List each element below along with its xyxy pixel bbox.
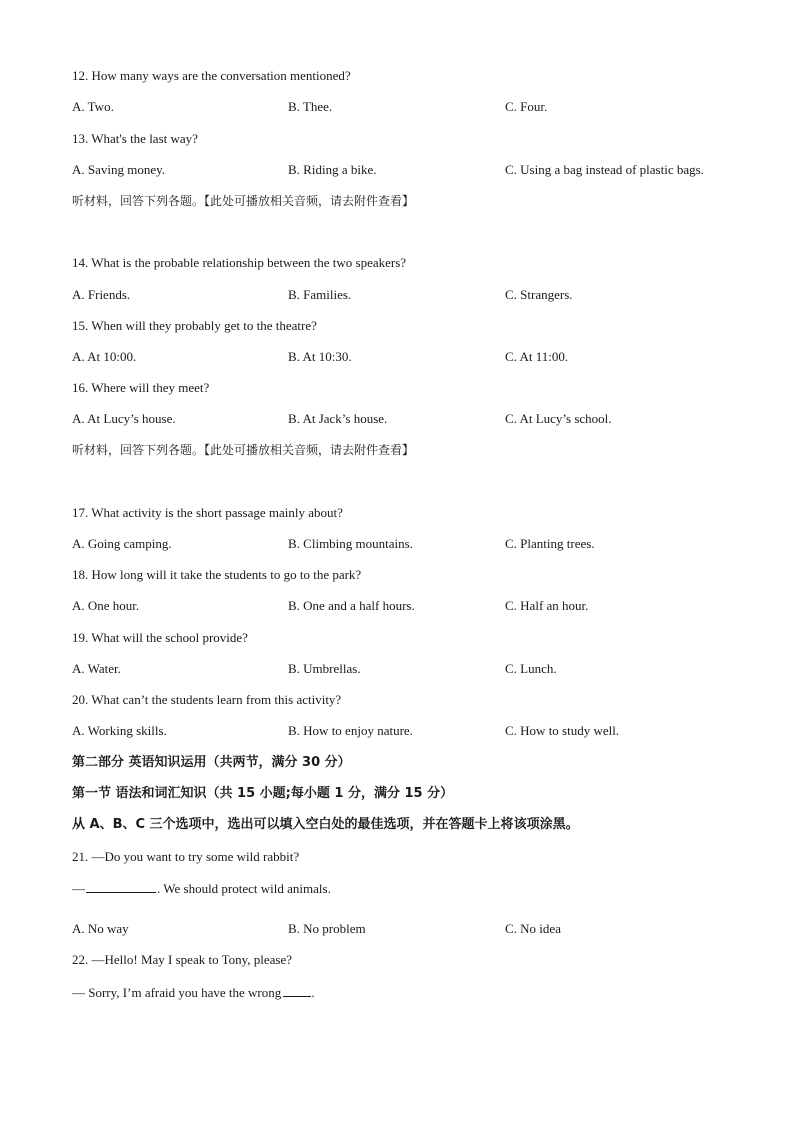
question-16: 16. Where will they meet? [72, 380, 210, 395]
reply-text: . We should protect wild animals. [157, 881, 331, 896]
option-12-a: A. Two. [72, 99, 114, 114]
question-20: 20. What can’t the students learn from this activity? [72, 692, 342, 707]
option-21-a: A. No way [72, 921, 129, 936]
question-13: 13. What's the last way? [72, 131, 198, 146]
option-13-c: C. Using a bag instead of plastic bags. [505, 162, 704, 177]
option-17-a: A. Going camping. [72, 536, 172, 551]
listening-instruction: 听材料，回答下列各题。【此处可播放相关音频，请去附件查看】 [72, 194, 415, 208]
question-15: 15. When will they probably get to the theatre? [72, 318, 317, 333]
section-heading-part2: 第二部分 英语知识运用（共两节，满分 30 分） [72, 755, 351, 770]
option-15-b: B. At 10:30. [288, 349, 352, 364]
option-14-c: C. Strangers. [505, 287, 573, 302]
answer-blank [86, 880, 156, 893]
section-heading-1: 第一节 语法和词汇知识（共 15 小题;每小题 1 分，满分 15 分） [72, 786, 454, 801]
option-18-a: A. One hour. [72, 598, 140, 613]
option-18-c: C. Half an hour. [505, 598, 589, 613]
option-13-a: A. Saving money. [72, 162, 166, 177]
question-21: 21. —Do you want to try some wild rabbit? [72, 849, 300, 864]
listening-instruction: 听材料，回答下列各题。【此处可播放相关音频，请去附件查看】 [72, 443, 415, 457]
option-12-c: C. Four. [505, 99, 548, 114]
option-16-a: A. At Lucy’s house. [72, 411, 176, 426]
question-12: 12. How many ways are the conversation mentioned? [72, 68, 351, 83]
option-16-b: B. At Jack’s house. [288, 411, 388, 426]
option-16-c: C. At Lucy’s school. [505, 411, 612, 426]
question-14: 14. What is the probable relationship between the two speakers? [72, 255, 407, 270]
option-19-a: A. Water. [72, 661, 121, 676]
question-19: 19. What will the school provide? [72, 630, 248, 645]
option-18-b: B. One and a half hours. [288, 598, 415, 613]
option-20-a: A. Working skills. [72, 723, 167, 738]
option-14-a: A. Friends. [72, 287, 131, 302]
option-19-b: B. Umbrellas. [288, 661, 361, 676]
section-instruction: 从 A、B、C 三个选项中，选出可以填入空白处的最佳选项，并在答题卡上将该项涂黑。 [72, 817, 579, 832]
answer-blank [283, 984, 311, 997]
option-12-b: B. Thee. [288, 99, 333, 114]
option-14-b: B. Families. [288, 287, 352, 302]
question-22-reply [72, 984, 315, 1001]
option-20-c: C. How to study well. [505, 723, 620, 738]
option-20-b: B. How to enjoy nature. [288, 723, 413, 738]
option-17-c: C. Planting trees. [505, 536, 595, 551]
question-18: 18. How long will it take the students to go to the park? [72, 567, 362, 582]
reply-text: — Sorry, I’m afraid you have the wrong [72, 985, 282, 1000]
option-13-b: B. Riding a bike. [288, 162, 377, 177]
dash: — [72, 881, 85, 896]
question-21-reply [72, 880, 331, 897]
option-21-c: C. No idea [505, 921, 561, 936]
reply-end: . [311, 985, 315, 1000]
option-17-b: B. Climbing mountains. [288, 536, 413, 551]
option-21-b: B. No problem [288, 921, 366, 936]
option-15-a: A. At 10:00. [72, 349, 137, 364]
option-19-c: C. Lunch. [505, 661, 557, 676]
question-22: 22. —Hello! May I speak to Tony, please? [72, 952, 293, 967]
question-17: 17. What activity is the short passage mainly about? [72, 505, 343, 520]
option-15-c: C. At 11:00. [505, 349, 569, 364]
